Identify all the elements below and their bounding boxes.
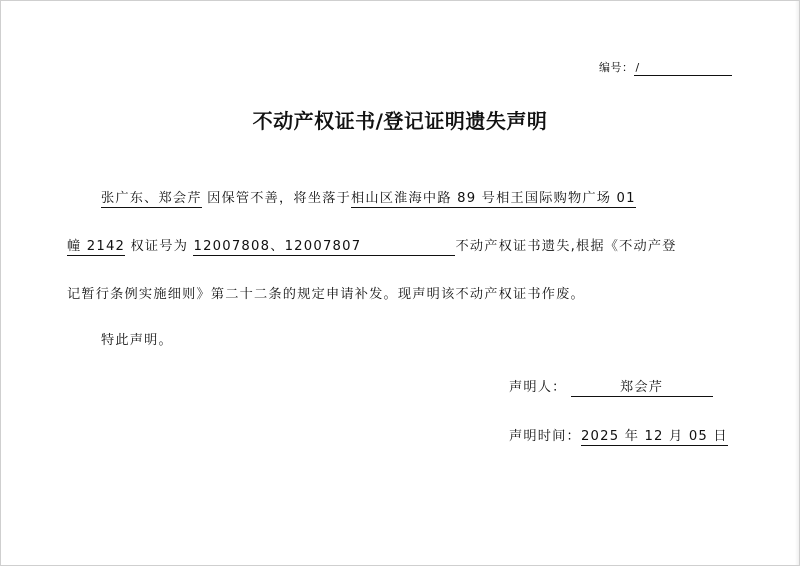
document-number-value: / bbox=[634, 61, 732, 76]
certificate-numbers-field: 12007808、12007807 bbox=[193, 238, 455, 256]
location-field-continued: 幢 2142 bbox=[67, 239, 126, 254]
declaration-date-value: 2025 年 12 月 05 日 bbox=[580, 429, 728, 444]
body-text-2: 权证号为 bbox=[125, 239, 194, 254]
owners-field: 张广东、郑会芹 bbox=[101, 191, 202, 206]
declaration-date-line bbox=[509, 425, 728, 444]
page-edge-shadow bbox=[795, 1, 799, 565]
document-title: 不动产权证书/登记证明遗失声明 bbox=[252, 109, 548, 133]
document-number-label: 编号： bbox=[599, 61, 634, 74]
body-line-3: 记暂行条例实施细则》第二十二条的规定申请补发。现声明该不动产权证书作废。 bbox=[67, 287, 585, 302]
location-field: 相山区淮海中路 89 号相王国际购物广场 01 bbox=[351, 191, 636, 206]
document-number bbox=[599, 59, 732, 76]
body-line-2 bbox=[67, 235, 677, 256]
signature-line bbox=[509, 376, 713, 397]
body-text-1: 因保管不善，将坐落于 bbox=[201, 191, 351, 206]
body-text-3: 不动产权证书遗失,根据《不动产登 bbox=[455, 239, 677, 254]
closing-statement: 特此声明。 bbox=[101, 333, 173, 348]
signature-label: 声明人： bbox=[509, 380, 567, 395]
signature-name: 郑会芹 bbox=[571, 379, 713, 397]
declaration-date-label: 声明时间： bbox=[509, 429, 581, 444]
body-line-1 bbox=[101, 187, 636, 206]
